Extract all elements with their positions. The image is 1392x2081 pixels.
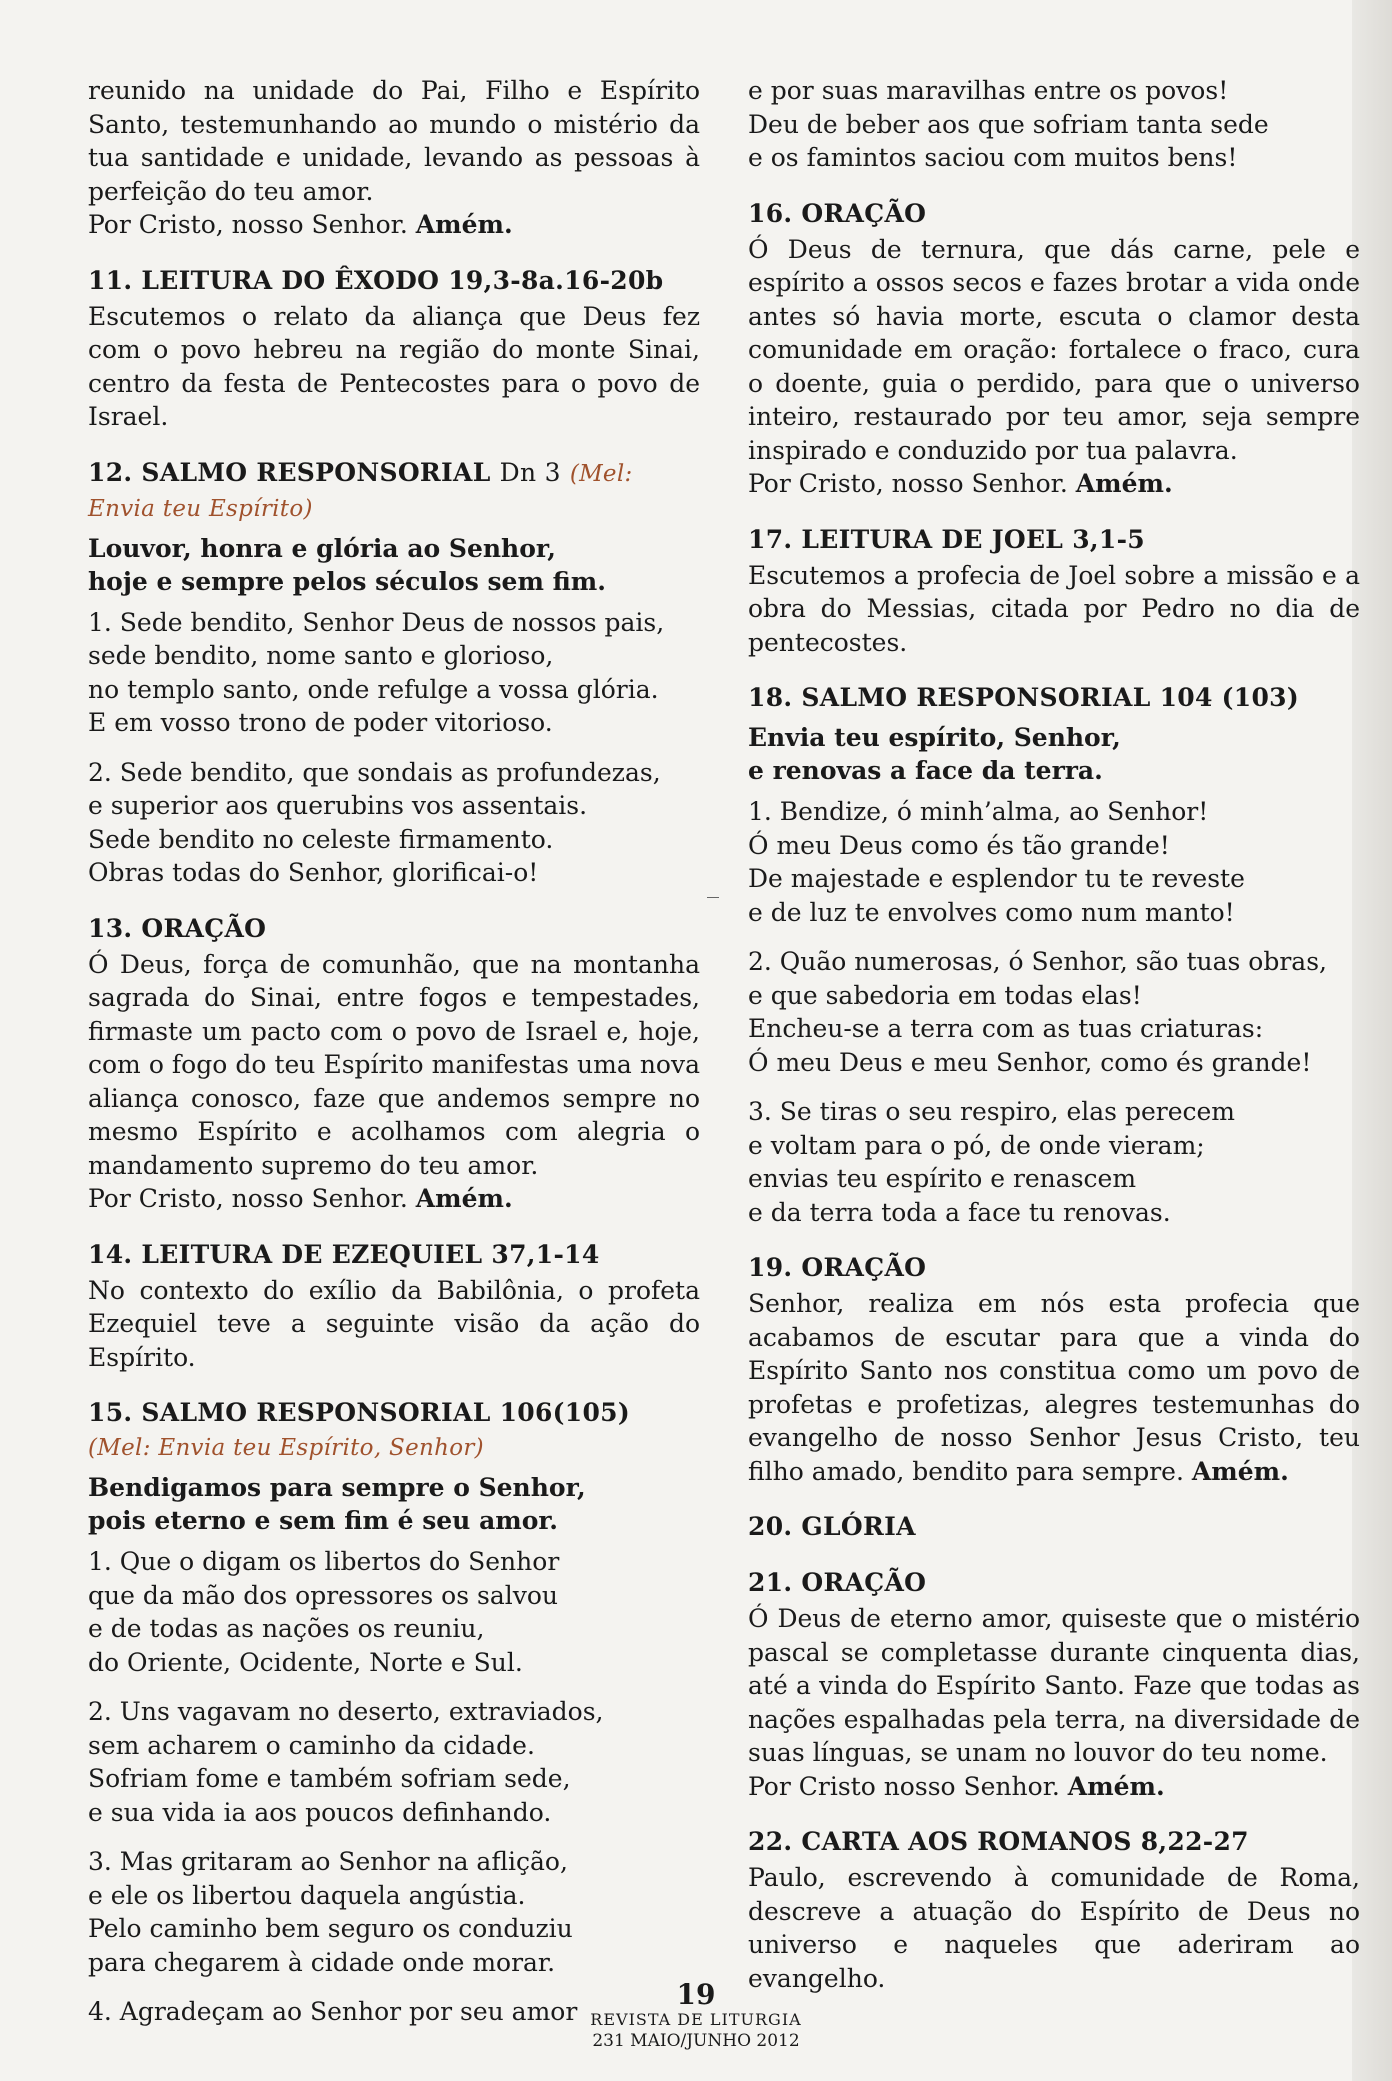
section-18-title: 18. SALMO RESPONSORIAL 104 (103): [748, 683, 1300, 712]
left-column: [88, 74, 700, 2029]
section-12-verse-2: 2. Sede bendito, que sondais as profundezas, e superior aos querubins vos assentais. Sede bendito no celeste firmamento. Obras todas do Senhor, glorificai-o!: [88, 757, 661, 887]
issue-info: 231 MAIO/JUNHO 2012: [592, 2031, 800, 2051]
section-11-title: 11. LEITURA DO ÊXODO 19,3-8a.16-20b: [88, 265, 664, 295]
magazine-name: REVISTA DE LITURGIA: [590, 2010, 802, 2029]
psalm-continuation: e por suas maravilhas entre os povos! Deu de beber aos que sofriam tanta sede e os famintos saciou com muitos bens!: [748, 76, 1269, 172]
section-14-title: 14. LEITURA DE EZEQUIEL 37,1-14: [88, 1239, 600, 1269]
section-21-title: 21. ORAÇÃO: [748, 1568, 927, 1597]
right-column: [748, 74, 1360, 1995]
intro-close: Por Cristo, nosso Senhor. Amém.: [88, 210, 513, 239]
section-22-title: 22. CARTA AOS ROMANOS 8,22-27: [748, 1827, 1249, 1856]
section-16-close: Por Cristo, nosso Senhor. Amém.: [748, 469, 1173, 498]
section-12-title: 12. SALMO RESPONSORIAL Dn 3 (Mel: Envia teu Espírito): [88, 457, 633, 522]
column-divider-mark: [707, 897, 719, 898]
section-18-response: Envia teu espírito, Senhor, e renovas a face da terra.: [748, 723, 1121, 785]
section-17-title: 17. LEITURA DE JOEL 3,1-5: [748, 524, 1145, 554]
page-footer: [0, 1980, 1392, 2052]
section-16-title: 16. ORAÇÃO: [748, 198, 927, 228]
section-13-close: Por Cristo, nosso Senhor. Amém.: [88, 1184, 513, 1213]
section-12-response: Louvor, honra e glória ao Senhor, hoje e sempre pelos séculos sem fim.: [88, 533, 606, 596]
section-15-response: Bendigamos para sempre o Senhor, pois eterno e sem fim é seu amor.: [88, 1473, 586, 1535]
section-19-title: 19. ORAÇÃO: [748, 1253, 927, 1282]
section-15-verse-4: 4. Agradeçam ao Senhor por seu amor: [88, 1997, 578, 2026]
section-13-text: Ó Deus, força de comunhão, que na montanha sagrada do Sinai, entre fogos e tempestades, firmaste um pacto com o povo de Israel e, hoje, com o fogo do teu Espírito manifestas uma nova aliança conosco, faze que andemos sempre no mesmo Espírito e acolhamos com alegria o mandamento supremo do teu amor.: [88, 949, 700, 1180]
section-17-text: Escutemos a profecia de Joel sobre a missão e a obra do Messias, citada por Pedro no dia de pentecostes.: [748, 560, 1360, 657]
section-22-text: Paulo, escrevendo à comunidade de Roma, descreve a atuação do Espírito de Deus no universo e naqueles que aderiram ao evangelho.: [748, 1863, 1360, 1993]
section-15-verse-1: 1. Que o digam os libertos do Senhor que da mão dos opressores os salvou e de todas as nações os reuniu, do Oriente, Ocidente, Norte e Sul.: [88, 1547, 560, 1677]
section-18-verse-2: 2. Quão numerosas, ó Senhor, são tuas obras, e que sabedoria em todas elas! Encheu-se a terra com as tuas criaturas: Ó meu Deus e meu Senhor, como és grande!: [748, 947, 1327, 1077]
section-15-verse-3: 3. Mas gritaram ao Senhor na aflição, e ele os libertou daquela angústia. Pelo caminho bem seguro os conduziu para chegarem à cidade onde morar.: [88, 1847, 573, 1977]
section-16-text: Ó Deus de ternura, que dás carne, pele e espírito a ossos secos e fazes brotar a vida onde antes só havia morte, escuta o clamor desta comunidade em oração: fortalece o fraco, cura o doente, guia o perdido, para que o universo inteiro, restaurado por teu amor, seja sempre inspirado e conduzido por tua palavra.: [748, 234, 1360, 465]
section-12-verse-1: 1. Sede bendito, Senhor Deus de nossos pais, sede bendito, nome santo e glorioso, no templo santo, onde refulge a vossa glória. E em vosso trono de poder vitorioso.: [88, 607, 665, 737]
section-18-verse-1: 1. Bendize, ó minh’alma, ao Senhor! Ó meu Deus como és tão grande! De majestade e esplendor tu te reveste e de luz te envolves como num manto!: [748, 797, 1245, 927]
section-15-verse-2: 2. Uns vagavam no deserto, extraviados, sem acharem o caminho da cidade. Sofriam fome e também sofriam sede, e sua vida ia aos poucos definhando.: [88, 1697, 604, 1827]
section-14-text: No contexto do exílio da Babilônia, o profeta Ezequiel teve a seguinte visão da ação do Espírito.: [88, 1275, 700, 1372]
section-11-text: Escutemos o relato da aliança que Deus fez com o povo hebreu na região do monte Sinai, centro da festa de Pentecostes para o povo de Israel.: [88, 301, 700, 431]
section-20-title: 20. GLÓRIA: [748, 1512, 916, 1541]
section-21-text: Ó Deus de eterno amor, quiseste que o mistério pascal se completasse durante cinquenta dias, até a vinda do Espírito Santo. Faze que todas as nações espalhadas pela terra, na diversidade de suas línguas, se unam no louvor do teu nome.: [748, 1604, 1360, 1767]
intro-text: reunido na unidade do Pai, Filho e Espírito Santo, testemunhando ao mundo o mistério da tua santidade e unidade, levando as pessoas à perfeição do teu amor.: [88, 76, 700, 206]
section-15-title: 15. SALMO RESPONSORIAL 106(105) (Mel: Envia teu Espírito, Senhor): [88, 1398, 631, 1461]
section-21-close: Por Cristo nosso Senhor. Amém.: [748, 1771, 1165, 1801]
section-18-verse-3: 3. Se tiras o seu respiro, elas perecem e voltam para o pó, de onde vieram; envias teu espírito e renascem e da terra toda a face tu renovas.: [748, 1097, 1235, 1227]
section-19-text: Senhor, realiza em nós esta profecia que acabamos de escutar para que a vinda do Espírito Santo nos constitua como um povo de profetas e profetizas, alegres testemunhas do evangelho de nosso Senhor Jesus Cristo, teu filho amado, bendito para sempre. Amém.: [748, 1289, 1360, 1486]
page-number: 19: [676, 1978, 716, 2011]
section-13-title: 13. ORAÇÃO: [88, 913, 267, 943]
